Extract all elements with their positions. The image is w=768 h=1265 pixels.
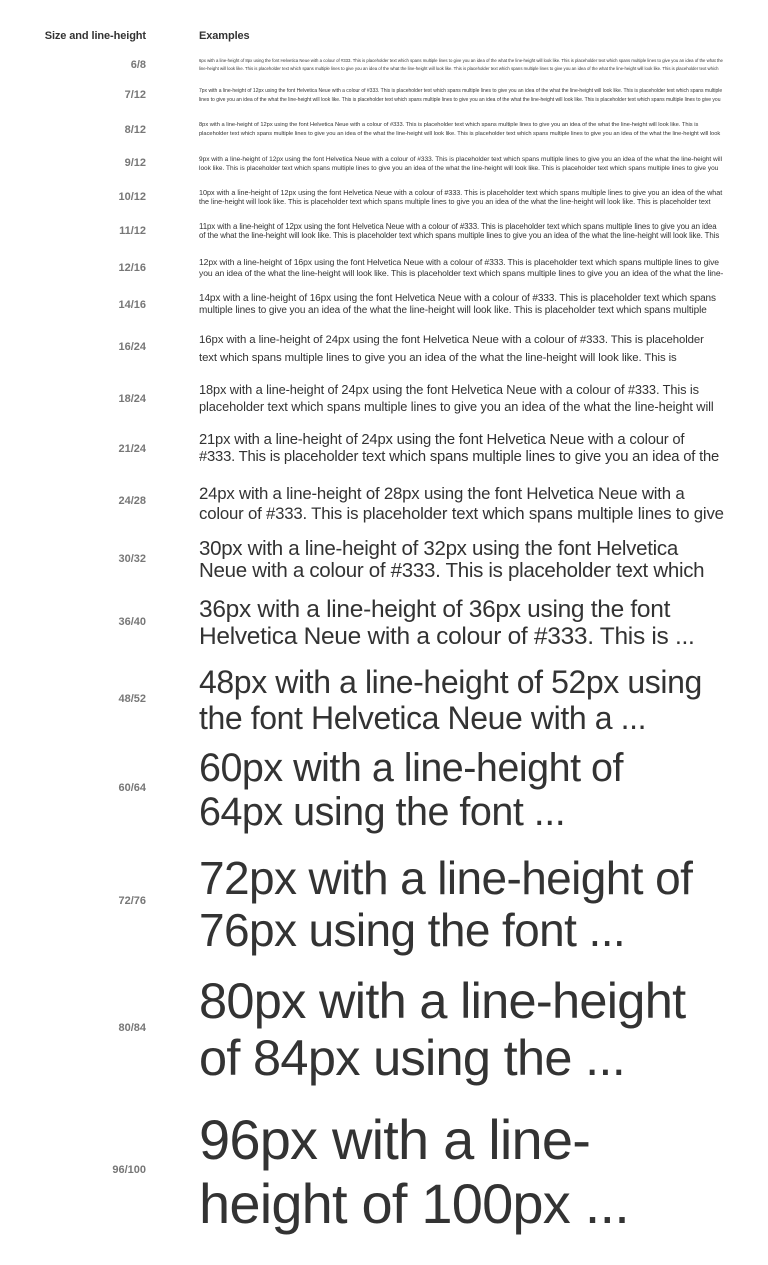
size-label: 96/100	[112, 1164, 146, 1176]
size-label: 14/16	[118, 299, 146, 311]
example-text: 36px with a line-height of 36px using the font Helvetica Neue with a colour of #333. This is ...	[199, 596, 695, 650]
example-text: 9px with a line-height of 12px using the font Helvetica Neue with a colour of #333. This is placeholder text which spans multiple lines to give you an idea of the what the line-height will look like. This is placeholder text which spans multiple lines to give you an idea of the what the line-height will look like. This is placeholder text which spans multiple lines to give you	[199, 156, 723, 172]
type-scale-row-7-12	[0, 87, 768, 111]
size-label: 7/12	[124, 89, 146, 101]
type-scale-row-18-24	[0, 381, 768, 421]
type-scale-row-36-40	[0, 596, 768, 652]
example-text: 21px with a line-height of 24px using the font Helvetica Neue with a colour of #333. This is placeholder text which spans multiple lines to give you an idea of the	[199, 432, 720, 465]
type-scale-row-30-32	[0, 538, 768, 584]
type-scale-row-14-16	[0, 293, 768, 321]
example-text: 30px with a line-height of 32px using the font Helvetica Neue with a colour of #333. This is placeholder text which	[199, 538, 705, 582]
example-text: 24px with a line-height of 28px using the font Helvetica Neue with a colour of #333. This is placeholder text which spans multiple lines to give	[199, 484, 724, 523]
examples-column-heading: Examples	[199, 30, 250, 42]
example-text: 96px with a line-height of 100px ...	[199, 1108, 630, 1235]
type-scale-row-6-8	[0, 57, 768, 75]
size-label: 8/12	[124, 124, 146, 136]
size-label: 72/76	[118, 895, 146, 907]
example-text: 80px with a line-height of 84px using the ...	[199, 972, 686, 1086]
type-scale-row-80-84	[0, 972, 768, 1090]
example-text: 11px with a line-height of 12px using the font Helvetica Neue with a colour of #333. This is placeholder text which spans multiple lines to give you an idea of the what the line-height will look like. This is placeholder text which spans multiple lines to give you an idea of the what the line-height will look like. This	[199, 222, 720, 240]
type-scale-row-8-12	[0, 121, 768, 145]
example-text: 10px with a line-height of 12px using the font Helvetica Neue with a colour of #333. This is placeholder text which spans multiple lines to give you an idea of the what the line-height will look like. This is placeholder text which spans multiple lines to give you an idea of the what the line-height will look like. This is placeholder text	[199, 188, 723, 206]
size-label: 80/84	[118, 1022, 146, 1034]
type-scale-row-96-100	[0, 1108, 768, 1248]
type-scale-row-10-12	[0, 188, 768, 212]
size-label: 36/40	[118, 616, 146, 628]
size-label: 21/24	[118, 443, 146, 455]
example-text: 18px with a line-height of 24px using the font Helvetica Neue with a colour of #333. This is placeholder text which spans multiple lines to give you an idea of the what the line-height will	[199, 382, 714, 414]
size-label: 6/8	[130, 59, 146, 71]
size-label: 10/12	[118, 191, 146, 203]
example-text: 60px with a line-height of 64px using the font ...	[199, 746, 623, 834]
example-text: 8px with a line-height of 12px using the font Helvetica Neue with a colour of #333. This is placeholder text which spans multiple lines to give you an idea of the what the line-height will look like. This is placeholder text which spans multiple lines to give you an idea of the what the line-height will look like. This is placeholder text which spans multiple lines to give you an idea of the what the line-height will look	[199, 122, 721, 137]
size-label: 12/16	[118, 262, 146, 274]
size-label: 30/32	[118, 553, 146, 565]
example-text: 14px with a line-height of 16px using the font Helvetica Neue with a colour of #333. This is placeholder text which spans multiple lines to give you an idea of the what the line-height will look like. This is placeholder text which spans multiple	[199, 293, 716, 316]
example-text: 7px with a line-height of 12px using the font Helvetica Neue with a colour of #333. This is placeholder text which spans multiple lines to give you an idea of the what the line-height will look like. This is placeholder text which spans multiple lines to give you an idea of the what the line-height will look like. This is placeholder text which spans multiple lines to give you an idea of the what the line-height will look like. This is placeholder text which spans multiple lines to give you	[199, 88, 723, 103]
size-label: 24/28	[118, 495, 146, 507]
type-scale-row-11-12	[0, 222, 768, 246]
size-label: 9/12	[124, 157, 146, 169]
type-scale-row-72-76	[0, 852, 768, 958]
example-text: 48px with a line-height of 52px using the font Helvetica Neue with a ...	[199, 664, 702, 736]
size-label: 48/52	[118, 693, 146, 705]
type-scale-row-24-28	[0, 484, 768, 524]
size-label: 60/64	[118, 782, 146, 794]
example-text: 16px with a line-height of 24px using the font Helvetica Neue with a colour of #333. This is placeholder text which spans multiple lines to give you an idea of the what the line-height will look like. This is	[199, 334, 704, 364]
size-label: 16/24	[118, 341, 146, 353]
type-scale-row-12-16	[0, 257, 768, 283]
example-text: 6px with a line-height of 8px using the font Helvetica Neue with a colour of #333. This is placeholder text which spans multiple lines to give you an idea of the what the line-height will look like. This is placeholder text which spans multiple lines to give you an idea of the what the line-height will look like. This is placeholder text which spans multiple lines to give you an idea of the what the line-height will look like. This is placeholder text which spans multiple lines to give you an idea of the what the line-height will look like. This is placeholder text which	[199, 58, 723, 71]
type-scale-row-16-24	[0, 331, 768, 371]
type-scale-row-48-52	[0, 664, 768, 738]
size-column-heading: Size and line-height	[44, 30, 146, 42]
size-label: 18/24	[118, 393, 146, 405]
type-scale-row-60-64	[0, 746, 768, 838]
type-scale-row-21-24	[0, 432, 768, 470]
table-header	[0, 30, 768, 46]
type-scale-row-9-12	[0, 155, 768, 179]
example-text: 12px with a line-height of 16px using the font Helvetica Neue with a colour of #333. This is placeholder text which spans multiple lines to give you an idea of the what the line-height will look like. This is placeholder text which spans multiple lines to give you an idea of the what the line-	[199, 257, 724, 278]
size-label: 11/12	[119, 225, 146, 237]
example-text: 72px with a line-height of 76px using the font ...	[199, 852, 693, 956]
